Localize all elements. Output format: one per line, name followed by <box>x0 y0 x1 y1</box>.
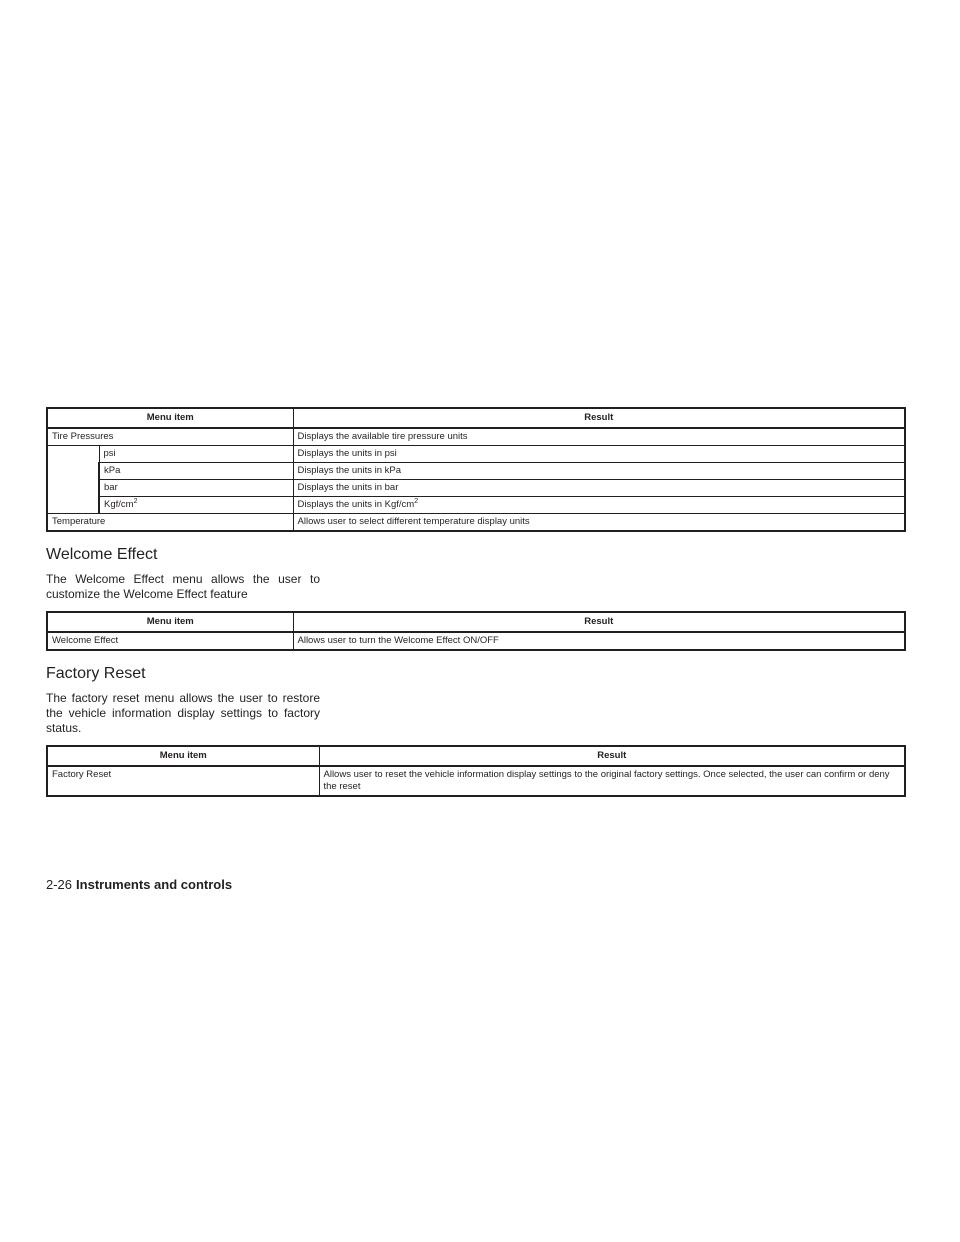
sub-item-cell: kPa <box>99 463 293 480</box>
result-header: Result <box>293 408 905 428</box>
sub-item-cell <box>99 497 293 514</box>
table-row <box>47 480 905 497</box>
menu-item-header: Menu item <box>47 746 319 766</box>
table-row <box>47 446 905 463</box>
welcome-effect-table <box>46 611 906 651</box>
tire-pressure-table <box>46 407 906 532</box>
footer-section-name: Instruments and controls <box>76 877 233 892</box>
page-number: 2-26 <box>46 877 73 892</box>
result-cell: Displays the units in kPa <box>293 463 905 480</box>
menu-item-header: Menu item <box>47 612 293 632</box>
menu-item-cell: Temperature <box>47 514 293 532</box>
page-footer <box>46 877 232 893</box>
section-heading: Welcome Effect <box>46 546 158 563</box>
factory-reset-section <box>46 664 320 736</box>
superscript: 2 <box>133 497 138 505</box>
result-text: Displays the units in Kgf/cm <box>297 499 415 510</box>
table-row <box>47 514 905 532</box>
result-cell: Allows user to select different temperature display units <box>293 514 905 532</box>
result-cell: Displays the units in bar <box>293 480 905 497</box>
result-cell: Displays the available tire pressure units <box>293 428 905 446</box>
factory-reset-table <box>46 745 906 797</box>
section-heading: Factory Reset <box>46 665 146 682</box>
result-header: Result <box>319 746 905 766</box>
table-row <box>47 766 905 796</box>
menu-item-cell: Welcome Effect <box>47 632 293 650</box>
menu-item-cell: Factory Reset <box>47 766 319 796</box>
result-cell: Displays the units in psi <box>293 446 905 463</box>
indent-cell <box>47 446 99 514</box>
table-row <box>47 497 905 514</box>
sub-item-cell: bar <box>99 480 293 497</box>
menu-item-header: Menu item <box>47 408 293 428</box>
menu-item-cell: Tire Pressures <box>47 428 293 446</box>
sub-item-text: Kgf/cm <box>104 499 134 510</box>
result-cell: Allows user to turn the Welcome Effect ON/OFF <box>293 632 905 650</box>
result-cell: Allows user to reset the vehicle information display settings to the original factory settings. Once selected, the user can confirm or deny the reset <box>319 766 905 796</box>
result-header: Result <box>293 612 905 632</box>
page-content <box>46 407 904 797</box>
result-cell <box>293 497 905 514</box>
sub-item-cell: psi <box>99 446 293 463</box>
welcome-effect-section <box>46 545 320 602</box>
table-row <box>47 463 905 480</box>
table-row <box>47 632 905 650</box>
table-row <box>47 428 905 446</box>
superscript: 2 <box>414 497 419 505</box>
section-intro: The factory reset menu allows the user to restore the vehicle information display settings to factory status. <box>46 691 320 735</box>
section-intro: The Welcome Effect menu allows the user to customize the Welcome Effect feature <box>46 572 320 601</box>
